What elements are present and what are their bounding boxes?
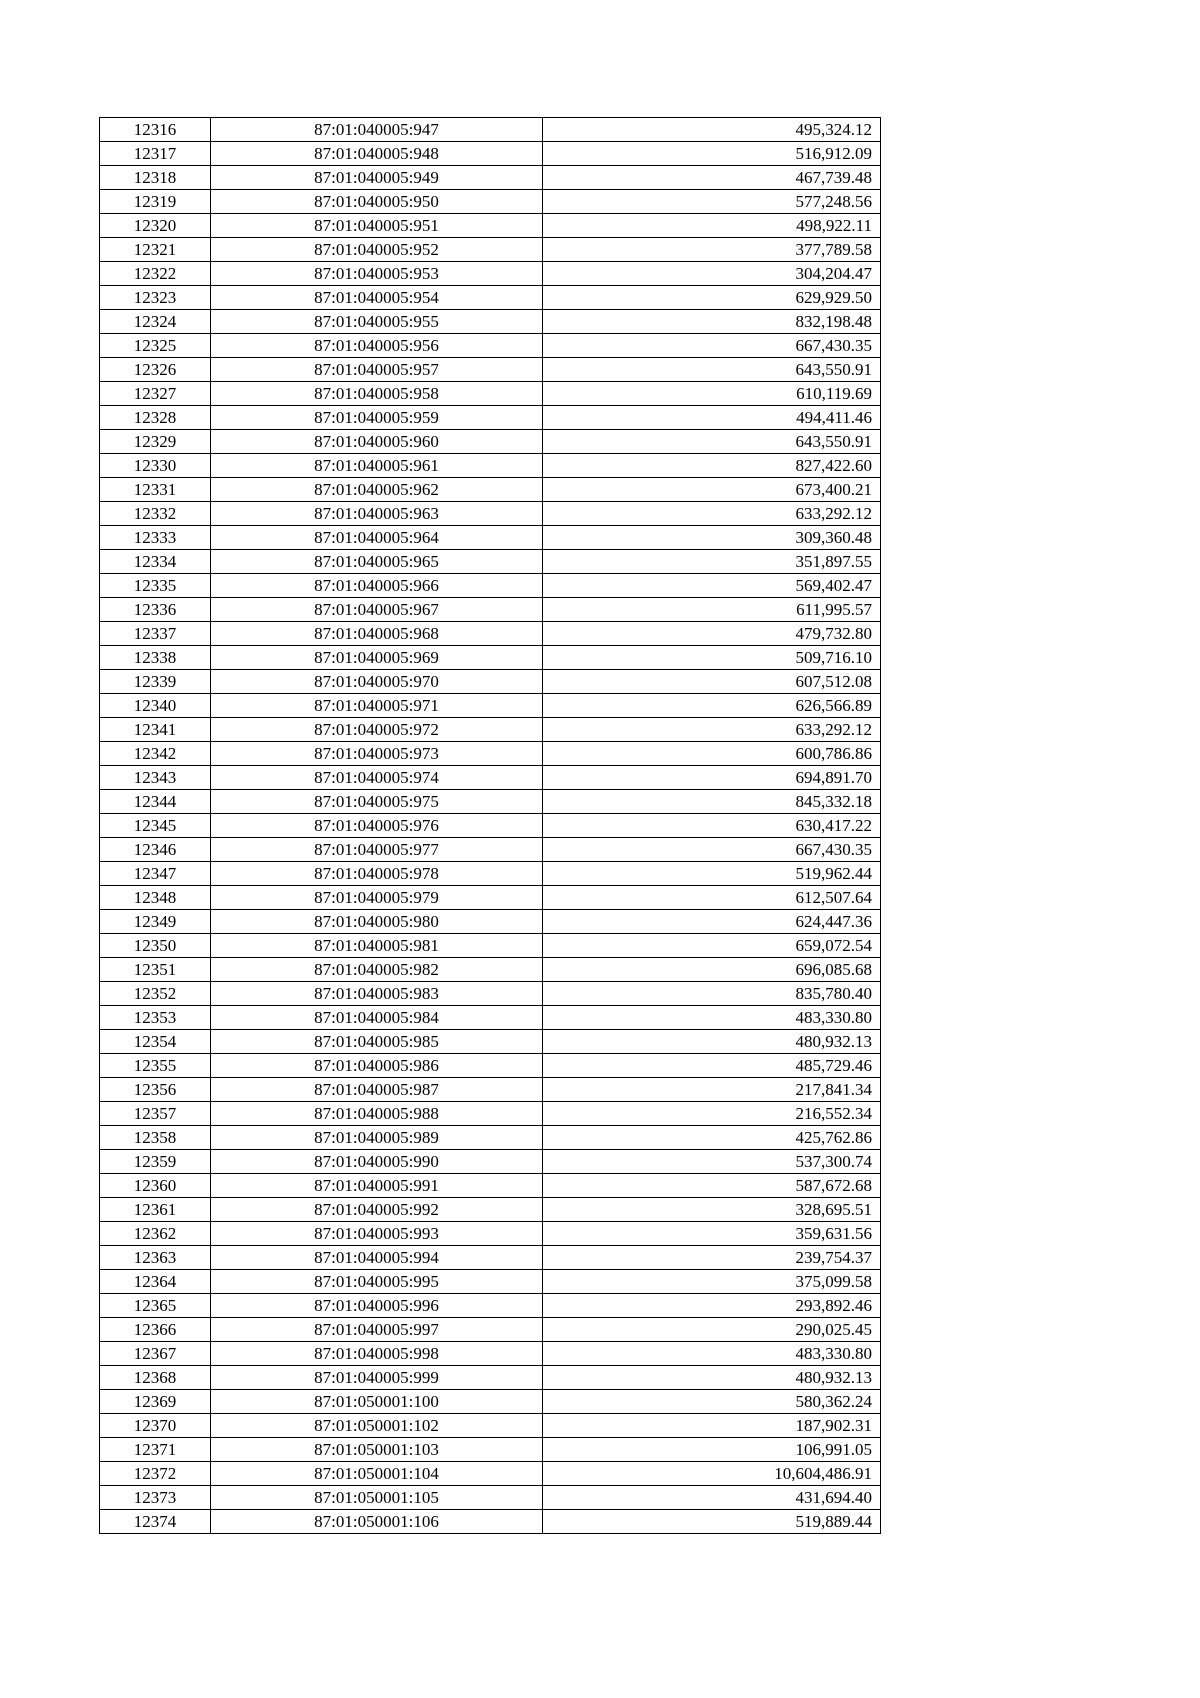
cadastral-number-cell: 87:01:040005:952 (211, 238, 543, 262)
table-row (100, 1438, 881, 1462)
row-number-cell: 12368 (100, 1366, 211, 1390)
value-cell: 216,552.34 (543, 1102, 881, 1126)
row-number-cell: 12351 (100, 958, 211, 982)
value-cell: 667,430.35 (543, 838, 881, 862)
cadastral-number-cell: 87:01:040005:999 (211, 1366, 543, 1390)
value-cell: 375,099.58 (543, 1270, 881, 1294)
value-cell: 290,025.45 (543, 1318, 881, 1342)
table-row (100, 886, 881, 910)
row-number-cell: 12324 (100, 310, 211, 334)
cadastral-number-cell: 87:01:040005:970 (211, 670, 543, 694)
value-cell: 610,119.69 (543, 382, 881, 406)
value-cell: 217,841.34 (543, 1078, 881, 1102)
row-number-cell: 12317 (100, 142, 211, 166)
table-row (100, 430, 881, 454)
value-cell: 607,512.08 (543, 670, 881, 694)
row-number-cell: 12345 (100, 814, 211, 838)
value-cell: 498,922.11 (543, 214, 881, 238)
cadastral-number-cell: 87:01:040005:963 (211, 502, 543, 526)
table-row (100, 1390, 881, 1414)
row-number-cell: 12321 (100, 238, 211, 262)
cadastral-number-cell: 87:01:040005:975 (211, 790, 543, 814)
value-cell: 516,912.09 (543, 142, 881, 166)
cadastral-number-cell: 87:01:040005:967 (211, 598, 543, 622)
value-cell: 626,566.89 (543, 694, 881, 718)
row-number-cell: 12348 (100, 886, 211, 910)
row-number-cell: 12364 (100, 1270, 211, 1294)
cadastral-number-cell: 87:01:040005:954 (211, 286, 543, 310)
row-number-cell: 12355 (100, 1054, 211, 1078)
table-row (100, 1198, 881, 1222)
value-cell: 667,430.35 (543, 334, 881, 358)
row-number-cell: 12327 (100, 382, 211, 406)
table-row (100, 550, 881, 574)
table-row (100, 1486, 881, 1510)
cadastral-number-cell: 87:01:040005:982 (211, 958, 543, 982)
cadastral-number-cell: 87:01:040005:962 (211, 478, 543, 502)
cadastral-number-cell: 87:01:040005:984 (211, 1006, 543, 1030)
table-row (100, 238, 881, 262)
table-row (100, 1342, 881, 1366)
table-row (100, 190, 881, 214)
table-row (100, 910, 881, 934)
value-cell: 467,739.48 (543, 166, 881, 190)
value-cell: 643,550.91 (543, 430, 881, 454)
table-row (100, 1318, 881, 1342)
cadastral-number-cell: 87:01:050001:106 (211, 1510, 543, 1534)
table-row (100, 718, 881, 742)
value-cell: 600,786.86 (543, 742, 881, 766)
table-row (100, 1006, 881, 1030)
cadastral-number-cell: 87:01:040005:953 (211, 262, 543, 286)
value-cell: 659,072.54 (543, 934, 881, 958)
row-number-cell: 12334 (100, 550, 211, 574)
row-number-cell: 12338 (100, 646, 211, 670)
value-cell: 351,897.55 (543, 550, 881, 574)
table-row (100, 1174, 881, 1198)
cadastral-number-cell: 87:01:040005:961 (211, 454, 543, 478)
cadastral-number-cell: 87:01:040005:996 (211, 1294, 543, 1318)
row-number-cell: 12330 (100, 454, 211, 478)
cadastral-number-cell: 87:01:040005:998 (211, 1342, 543, 1366)
table-row (100, 934, 881, 958)
table-row (100, 166, 881, 190)
value-cell: 479,732.80 (543, 622, 881, 646)
row-number-cell: 12366 (100, 1318, 211, 1342)
table-row (100, 958, 881, 982)
row-number-cell: 12344 (100, 790, 211, 814)
table-row (100, 1510, 881, 1534)
row-number-cell: 12316 (100, 118, 211, 142)
row-number-cell: 12356 (100, 1078, 211, 1102)
row-number-cell: 12369 (100, 1390, 211, 1414)
cadastral-number-cell: 87:01:040005:965 (211, 550, 543, 574)
value-cell: 359,631.56 (543, 1222, 881, 1246)
value-cell: 485,729.46 (543, 1054, 881, 1078)
value-cell: 480,932.13 (543, 1366, 881, 1390)
cadastral-number-cell: 87:01:040005:947 (211, 118, 543, 142)
row-number-cell: 12346 (100, 838, 211, 862)
table-row (100, 1126, 881, 1150)
value-cell: 577,248.56 (543, 190, 881, 214)
value-cell: 239,754.37 (543, 1246, 881, 1270)
table-row (100, 286, 881, 310)
value-cell: 633,292.12 (543, 718, 881, 742)
cadastral-number-cell: 87:01:050001:105 (211, 1486, 543, 1510)
cadastral-number-cell: 87:01:040005:960 (211, 430, 543, 454)
value-cell: 483,330.80 (543, 1006, 881, 1030)
cadastral-number-cell: 87:01:040005:989 (211, 1126, 543, 1150)
value-cell: 624,447.36 (543, 910, 881, 934)
table-row (100, 310, 881, 334)
row-number-cell: 12328 (100, 406, 211, 430)
table-row (100, 622, 881, 646)
cadastral-number-cell: 87:01:040005:979 (211, 886, 543, 910)
cadastral-number-cell: 87:01:040005:981 (211, 934, 543, 958)
cadastral-number-cell: 87:01:040005:994 (211, 1246, 543, 1270)
row-number-cell: 12325 (100, 334, 211, 358)
value-cell: 696,085.68 (543, 958, 881, 982)
table-row (100, 574, 881, 598)
table-row (100, 1222, 881, 1246)
value-cell: 633,292.12 (543, 502, 881, 526)
row-number-cell: 12335 (100, 574, 211, 598)
value-cell: 293,892.46 (543, 1294, 881, 1318)
table-row (100, 406, 881, 430)
row-number-cell: 12318 (100, 166, 211, 190)
cadastral-number-cell: 87:01:040005:972 (211, 718, 543, 742)
cadastral-number-cell: 87:01:040005:997 (211, 1318, 543, 1342)
value-cell: 537,300.74 (543, 1150, 881, 1174)
data-table (99, 117, 881, 1534)
value-cell: 832,198.48 (543, 310, 881, 334)
cadastral-number-cell: 87:01:040005:991 (211, 1174, 543, 1198)
value-cell: 587,672.68 (543, 1174, 881, 1198)
row-number-cell: 12370 (100, 1414, 211, 1438)
table-row (100, 814, 881, 838)
table-row (100, 1270, 881, 1294)
value-cell: 10,604,486.91 (543, 1462, 881, 1486)
cadastral-number-cell: 87:01:040005:968 (211, 622, 543, 646)
table-row (100, 1078, 881, 1102)
cadastral-number-cell: 87:01:040005:986 (211, 1054, 543, 1078)
row-number-cell: 12329 (100, 430, 211, 454)
cadastral-number-cell: 87:01:040005:959 (211, 406, 543, 430)
cadastral-number-cell: 87:01:050001:100 (211, 1390, 543, 1414)
row-number-cell: 12349 (100, 910, 211, 934)
row-number-cell: 12352 (100, 982, 211, 1006)
cadastral-number-cell: 87:01:040005:964 (211, 526, 543, 550)
value-cell: 569,402.47 (543, 574, 881, 598)
cadastral-number-cell: 87:01:040005:956 (211, 334, 543, 358)
cadastral-number-cell: 87:01:040005:958 (211, 382, 543, 406)
table-row (100, 1366, 881, 1390)
table-row (100, 598, 881, 622)
row-number-cell: 12362 (100, 1222, 211, 1246)
cadastral-number-cell: 87:01:040005:988 (211, 1102, 543, 1126)
value-cell: 611,995.57 (543, 598, 881, 622)
row-number-cell: 12371 (100, 1438, 211, 1462)
row-number-cell: 12326 (100, 358, 211, 382)
cadastral-number-cell: 87:01:040005:948 (211, 142, 543, 166)
table-row (100, 1414, 881, 1438)
table-row (100, 478, 881, 502)
table-row (100, 382, 881, 406)
row-number-cell: 12363 (100, 1246, 211, 1270)
cadastral-number-cell: 87:01:040005:980 (211, 910, 543, 934)
table-row (100, 358, 881, 382)
cadastral-number-cell: 87:01:040005:951 (211, 214, 543, 238)
row-number-cell: 12343 (100, 766, 211, 790)
table-row (100, 1054, 881, 1078)
value-cell: 328,695.51 (543, 1198, 881, 1222)
row-number-cell: 12353 (100, 1006, 211, 1030)
value-cell: 494,411.46 (543, 406, 881, 430)
row-number-cell: 12367 (100, 1342, 211, 1366)
row-number-cell: 12361 (100, 1198, 211, 1222)
table-row (100, 982, 881, 1006)
cadastral-number-cell: 87:01:050001:102 (211, 1414, 543, 1438)
table-row (100, 1030, 881, 1054)
table-row (100, 790, 881, 814)
row-number-cell: 12336 (100, 598, 211, 622)
value-cell: 480,932.13 (543, 1030, 881, 1054)
row-number-cell: 12347 (100, 862, 211, 886)
table-row (100, 526, 881, 550)
cadastral-number-cell: 87:01:040005:974 (211, 766, 543, 790)
cadastral-number-cell: 87:01:040005:966 (211, 574, 543, 598)
cadastral-number-cell: 87:01:040005:955 (211, 310, 543, 334)
value-cell: 425,762.86 (543, 1126, 881, 1150)
table-row (100, 214, 881, 238)
value-cell: 377,789.58 (543, 238, 881, 262)
value-cell: 309,360.48 (543, 526, 881, 550)
cadastral-number-cell: 87:01:040005:957 (211, 358, 543, 382)
value-cell: 519,962.44 (543, 862, 881, 886)
cadastral-number-cell: 87:01:040005:976 (211, 814, 543, 838)
value-cell: 106,991.05 (543, 1438, 881, 1462)
data-table-body (100, 118, 881, 1534)
value-cell: 845,332.18 (543, 790, 881, 814)
cadastral-number-cell: 87:01:040005:987 (211, 1078, 543, 1102)
row-number-cell: 12333 (100, 526, 211, 550)
value-cell: 304,204.47 (543, 262, 881, 286)
value-cell: 835,780.40 (543, 982, 881, 1006)
table-row (100, 742, 881, 766)
table-row (100, 1102, 881, 1126)
row-number-cell: 12319 (100, 190, 211, 214)
cadastral-number-cell: 87:01:040005:992 (211, 1198, 543, 1222)
cadastral-number-cell: 87:01:040005:949 (211, 166, 543, 190)
table-row (100, 1246, 881, 1270)
table-row (100, 646, 881, 670)
row-number-cell: 12340 (100, 694, 211, 718)
table-row (100, 142, 881, 166)
value-cell: 643,550.91 (543, 358, 881, 382)
table-row (100, 838, 881, 862)
row-number-cell: 12358 (100, 1126, 211, 1150)
row-number-cell: 12332 (100, 502, 211, 526)
table-row (100, 766, 881, 790)
cadastral-number-cell: 87:01:040005:993 (211, 1222, 543, 1246)
row-number-cell: 12337 (100, 622, 211, 646)
row-number-cell: 12322 (100, 262, 211, 286)
row-number-cell: 12365 (100, 1294, 211, 1318)
row-number-cell: 12342 (100, 742, 211, 766)
cadastral-number-cell: 87:01:040005:973 (211, 742, 543, 766)
row-number-cell: 12331 (100, 478, 211, 502)
cadastral-number-cell: 87:01:040005:969 (211, 646, 543, 670)
row-number-cell: 12350 (100, 934, 211, 958)
table-row (100, 1150, 881, 1174)
row-number-cell: 12373 (100, 1486, 211, 1510)
cadastral-number-cell: 87:01:040005:990 (211, 1150, 543, 1174)
table-row (100, 670, 881, 694)
cadastral-number-cell: 87:01:040005:950 (211, 190, 543, 214)
value-cell: 580,362.24 (543, 1390, 881, 1414)
table-row (100, 262, 881, 286)
cadastral-number-cell: 87:01:040005:978 (211, 862, 543, 886)
table-row (100, 334, 881, 358)
value-cell: 483,330.80 (543, 1342, 881, 1366)
table-row (100, 502, 881, 526)
value-cell: 673,400.21 (543, 478, 881, 502)
table-row (100, 1462, 881, 1486)
value-cell: 694,891.70 (543, 766, 881, 790)
value-cell: 509,716.10 (543, 646, 881, 670)
value-cell: 187,902.31 (543, 1414, 881, 1438)
value-cell: 630,417.22 (543, 814, 881, 838)
row-number-cell: 12354 (100, 1030, 211, 1054)
row-number-cell: 12374 (100, 1510, 211, 1534)
row-number-cell: 12341 (100, 718, 211, 742)
value-cell: 495,324.12 (543, 118, 881, 142)
row-number-cell: 12357 (100, 1102, 211, 1126)
row-number-cell: 12339 (100, 670, 211, 694)
row-number-cell: 12320 (100, 214, 211, 238)
value-cell: 519,889.44 (543, 1510, 881, 1534)
row-number-cell: 12323 (100, 286, 211, 310)
row-number-cell: 12359 (100, 1150, 211, 1174)
cadastral-number-cell: 87:01:040005:983 (211, 982, 543, 1006)
value-cell: 629,929.50 (543, 286, 881, 310)
value-cell: 612,507.64 (543, 886, 881, 910)
cadastral-number-cell: 87:01:040005:985 (211, 1030, 543, 1054)
row-number-cell: 12372 (100, 1462, 211, 1486)
cadastral-number-cell: 87:01:040005:995 (211, 1270, 543, 1294)
row-number-cell: 12360 (100, 1174, 211, 1198)
table-row (100, 1294, 881, 1318)
value-cell: 431,694.40 (543, 1486, 881, 1510)
cadastral-number-cell: 87:01:050001:103 (211, 1438, 543, 1462)
table-row (100, 118, 881, 142)
value-cell: 827,422.60 (543, 454, 881, 478)
table-row (100, 454, 881, 478)
table-row (100, 862, 881, 886)
cadastral-number-cell: 87:01:050001:104 (211, 1462, 543, 1486)
table-row (100, 694, 881, 718)
cadastral-number-cell: 87:01:040005:971 (211, 694, 543, 718)
cadastral-number-cell: 87:01:040005:977 (211, 838, 543, 862)
